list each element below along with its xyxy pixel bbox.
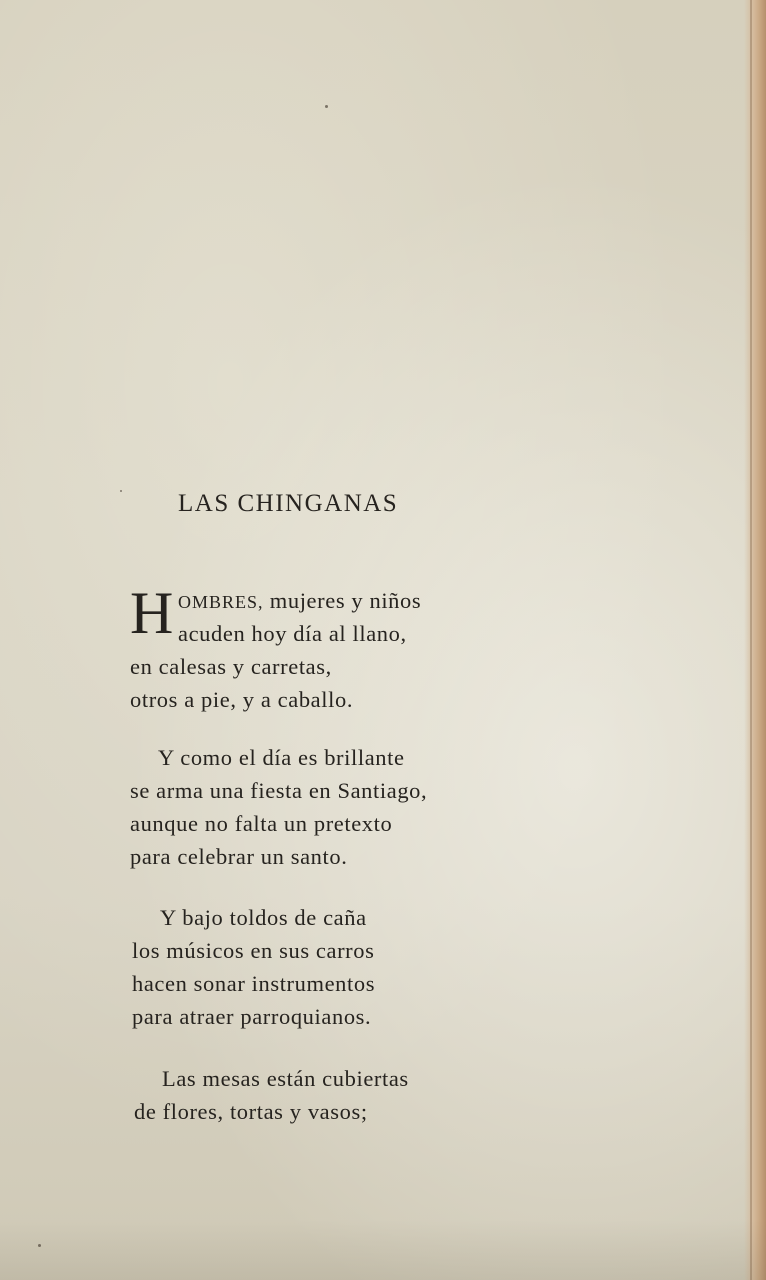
poem-line: de flores, tortas y vasos; <box>134 1099 368 1124</box>
poem-line: Y como el día es brillante <box>158 745 405 770</box>
page-edge-line <box>750 0 752 1280</box>
drop-cap: H <box>130 580 174 646</box>
paper-speck <box>120 490 122 492</box>
stanza-3 <box>132 901 375 1033</box>
poem-line: en calesas y carretas, <box>130 654 332 679</box>
poem-line: se arma una fiesta en Santiago, <box>130 778 428 803</box>
poem-line: hacen sonar instrumentos <box>132 971 376 996</box>
poem-line: otros a pie, y a caballo. <box>130 687 354 712</box>
page-edge <box>744 0 766 1280</box>
poem-line: aunque no falta un pretexto <box>130 811 393 836</box>
poem-line: los músicos en sus carros <box>132 938 375 963</box>
stanza-4 <box>134 1062 409 1128</box>
poem-line: para atraer parroquianos. <box>132 1004 372 1029</box>
poem-line: para celebrar un santo. <box>130 844 348 869</box>
stanza-1 <box>130 580 422 716</box>
poem-title: LAS CHINGANAS <box>178 490 399 517</box>
paper-speck <box>325 105 328 108</box>
line-text: mujeres y niños <box>263 588 422 613</box>
poem-line: acuden hoy día al llano, <box>178 621 407 646</box>
small-caps-word: OMBRES, <box>178 592 264 612</box>
poem-line <box>130 584 421 617</box>
poem-line: Y bajo toldos de caña <box>160 905 367 930</box>
poem-line: Las mesas están cubiertas <box>162 1066 409 1091</box>
stanza-2 <box>130 741 427 873</box>
bottom-shadow <box>0 1220 766 1280</box>
paper-speck <box>38 1244 41 1247</box>
